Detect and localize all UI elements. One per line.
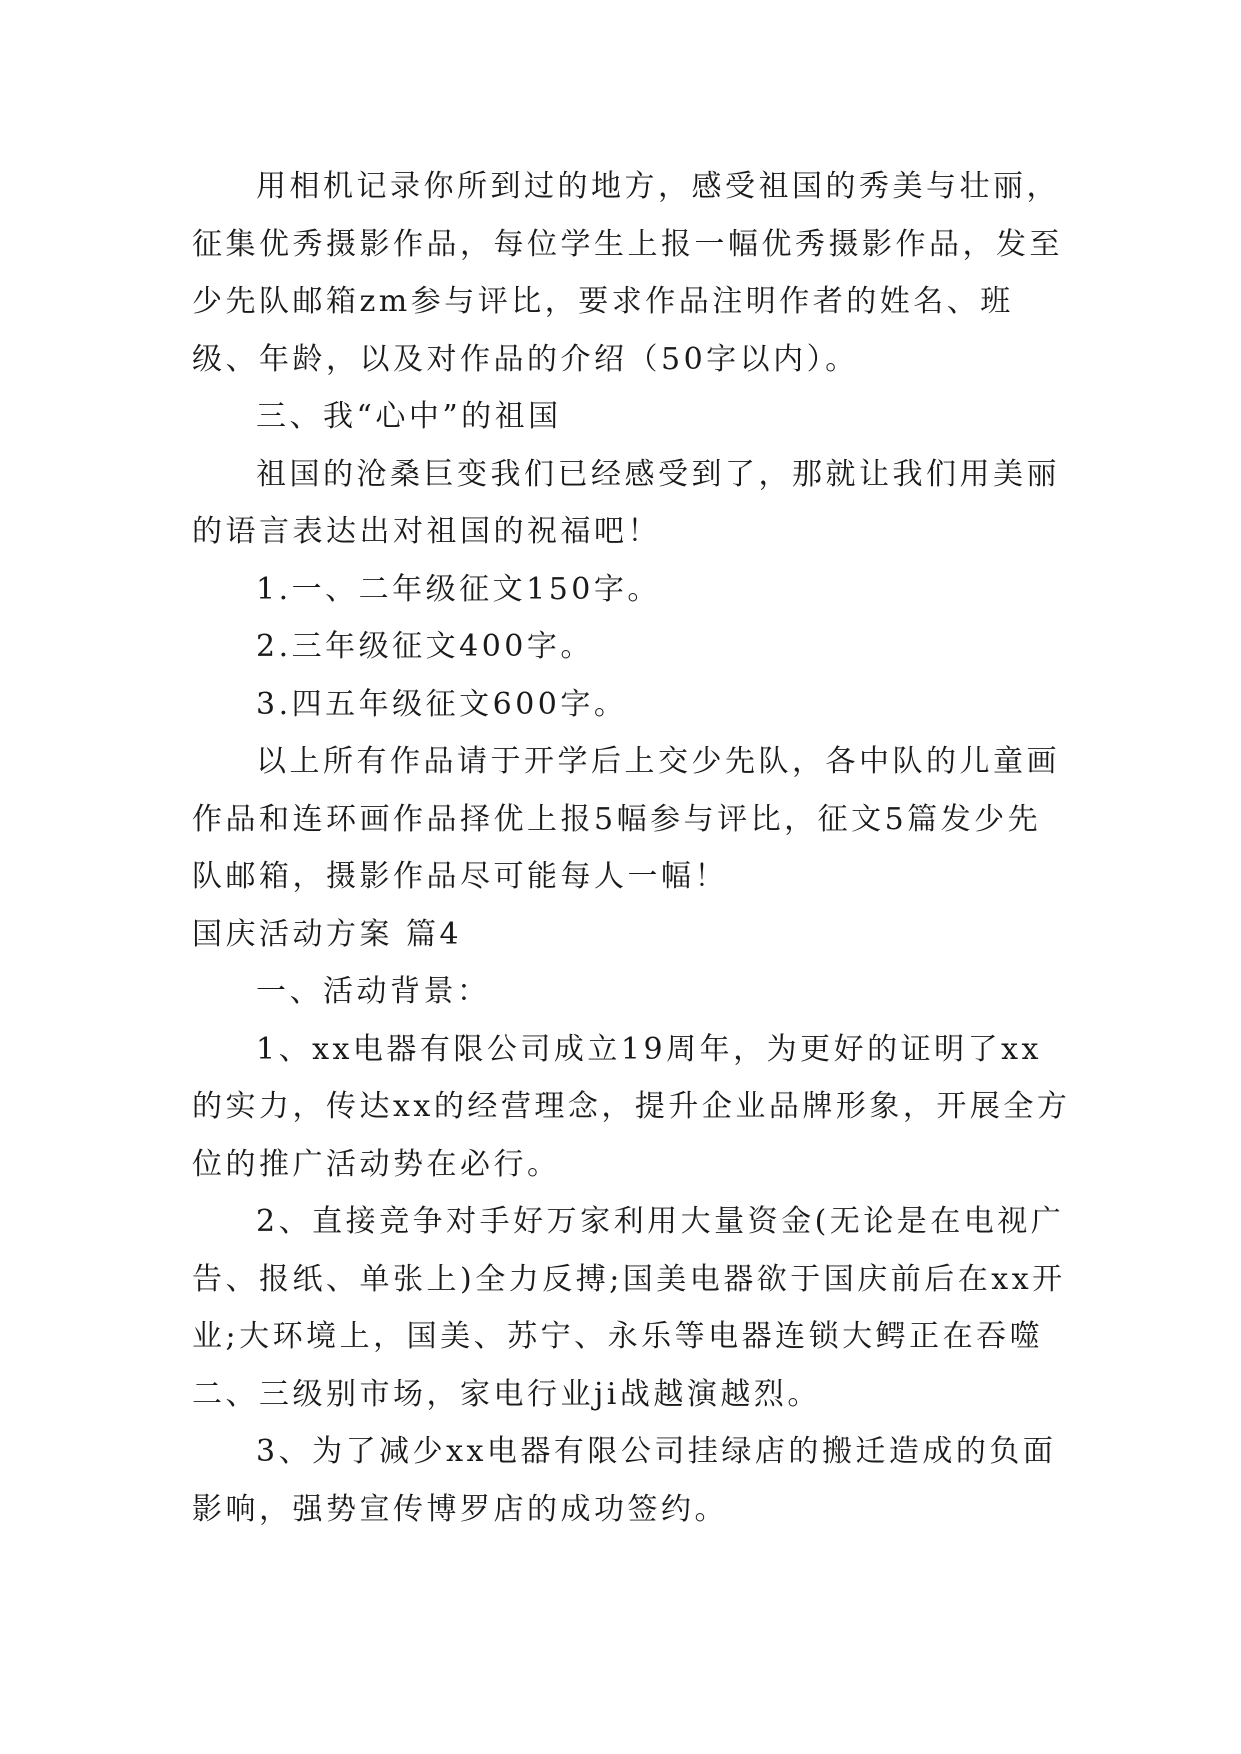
document-body — [192, 158, 1072, 1538]
section-heading-motherland-in-heart: 三、我“心中”的祖国 — [256, 399, 562, 434]
paragraph-photo-collection: 用相机记录你所到过的地方，感受祖国的秀美与壮丽，征集优秀摄影作品，每位学生上报一幅优秀摄影作品，发至少先队邮箱zm参与评比，要求作品注明作者的姓名、班级、年龄，以及对作品的介绍（50字以内）。 — [192, 169, 1063, 377]
list-item-essay-grade-3: 2.三年级征文400字。 — [256, 629, 594, 664]
list-item-essay-grade-1-2: 1.一、二年级征文150字。 — [256, 571, 661, 607]
paragraph-blessing: 祖国的沧桑巨变我们已经感受到了，那就让我们用美丽的语言表达出对祖国的祝福吧！ — [192, 456, 1060, 549]
list-item-essay-grade-4-5: 3.四五年级征文600字。 — [256, 686, 628, 722]
paragraph-submission: 以上所有作品请于开学后上交少先队，各中队的儿童画作品和连环画作品择优上报5幅参与评比，征文5篇发少先队邮箱，摄影作品尽可能每人一幅！ — [192, 744, 1060, 894]
paragraph-background-1: 1、xx电器有限公司成立19周年，为更好的证明了xx的实力，传达xx的经营理念，提升企业品牌形象，开展全方位的推广活动势在必行。 — [192, 1031, 1071, 1182]
paragraph-background-3: 3、为了减少xx电器有限公司挂绿店的搬迁造成的负面影响，强势宣传博罗店的成功签约。 — [192, 1434, 1057, 1527]
article-title: 国庆活动方案 篇4 — [192, 916, 463, 952]
paragraph-background-2: 2、直接竞争对手好万家利用大量资金(无论是在电视广告、报纸、单张上)全力反搏;国美电器欲于国庆前后在xx开业;大环境上，国美、苏宁、永乐等电器连锁大鳄正在吞噬二、三级别市场，家电行业ji战越演越烈。 — [192, 1204, 1066, 1412]
section-heading-background: 一、活动背景： — [256, 974, 491, 1009]
